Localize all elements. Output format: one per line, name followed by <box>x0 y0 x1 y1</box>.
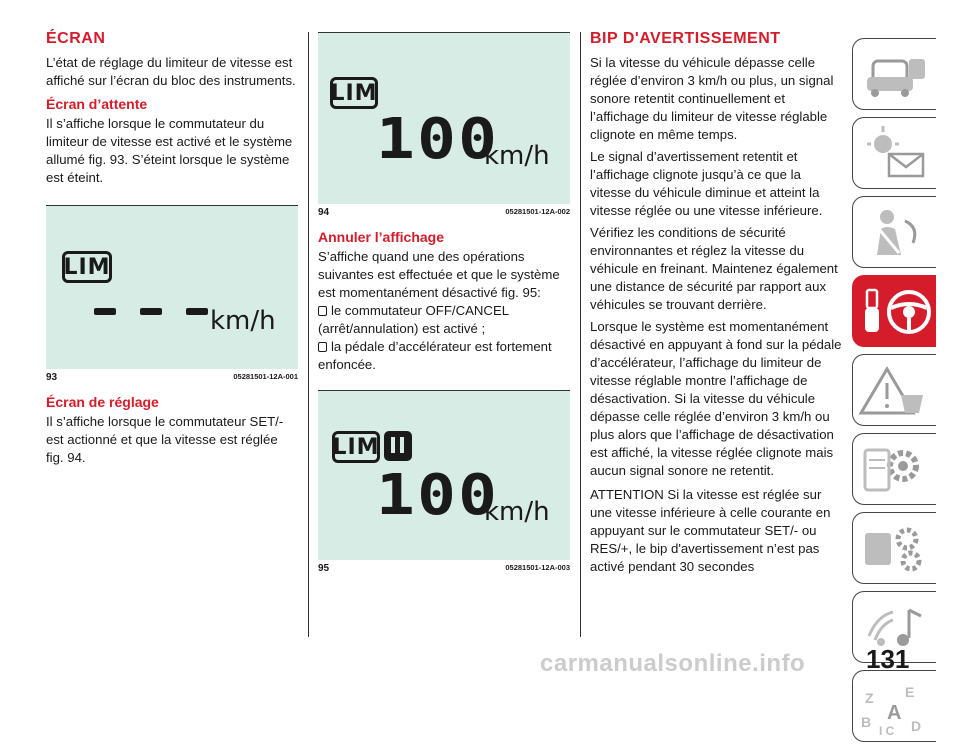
lim-indicator: LIM <box>332 431 380 463</box>
speed-unit: km/h <box>484 141 550 171</box>
svg-text:E: E <box>905 684 915 700</box>
tab-car-info[interactable] <box>852 38 936 110</box>
figure-94-caption <box>318 204 570 220</box>
attention-paragraph: ATTENTION Si la vitesse est réglée sur une vitesse inférieure à celle courante en appuyant sur le commutateur SET/- ou RES/+, le bip d'avertissement n’est pas activé pendant 30 secondes <box>590 487 831 574</box>
bullet-item: la pédale d’accélérateur est fortement enfoncée. <box>318 339 552 372</box>
standby-paragraph: Il s’affiche lorsque le commutateur du limiteur de vitesse est activé et le système allumé fig. 93. S’éteint lorsque le système est éteint. <box>46 116 293 185</box>
setting-paragraph: Il s’affiche lorsque le commutateur SET/- est actionné et que la vitesse est réglée fig. 94. <box>46 414 284 465</box>
cancel-paragraph: S’affiche quand une des opérations suivantes est effectuée et que le système est momentanément désactivé fig. 95: <box>318 249 560 300</box>
paragraph: Le signal d’avertissement retentit et l’affichage clignote jusqu’à ce que la vitesse du véhicule diminue et atteint la vitesse réglée ou une vitesse inférieure. <box>590 149 823 218</box>
svg-text:B: B <box>861 714 872 730</box>
tab-warning-lights[interactable] <box>852 117 936 189</box>
speed-value: 100 <box>376 107 500 172</box>
checkbox-bullet-icon <box>318 306 327 316</box>
column-divider <box>308 32 309 637</box>
figure-93 <box>46 205 298 369</box>
paragraph: Vérifiez les conditions de sécurité environnantes et réglez la vitesse du véhicule en freinant. Maintenez également une distance de sécurité par rapport aux véhicules se trouvant derrière. <box>590 225 838 312</box>
section-title-ecran: ÉCRAN <box>46 30 106 47</box>
maintenance-gear-icon <box>853 434 937 506</box>
tab-technical-data[interactable] <box>852 512 936 584</box>
figure-code: 05281501-12A-001 <box>233 372 298 381</box>
column-divider <box>580 32 581 637</box>
car-info-icon <box>853 39 937 111</box>
section-title-bip: BIP D'AVERTISSEMENT <box>590 30 781 47</box>
paragraph: Si la vitesse du véhicule dépasse celle réglée d’environ 3 km/h ou plus, un signal sonore retentit continuellement et l’affichage du limiteur de vitesse réglable clignote en même temps. <box>590 55 834 142</box>
figure-93-caption <box>46 369 298 385</box>
paragraph: Lorsque le système est momentanément désactivé en appuyant à fond sur la pédale d’accélérateur, l’affichage du limiteur de vitesse réglable montre l’affichage de désactivation. Si la vitesse du véhicule dépasse celle réglée d’environ 3 km/h ou plus alors que l’affichage de désactivation est affiché, la vitesse réglée clignote mais aucun signal sonore ne retentit. <box>590 319 842 478</box>
tab-index[interactable] <box>852 670 936 742</box>
figure-number: 93 <box>46 372 58 383</box>
svg-text:A: A <box>887 702 902 724</box>
warning-triangle-icon <box>853 355 937 427</box>
figure-95 <box>318 390 570 560</box>
lim-indicator: LIM <box>330 77 378 109</box>
watermark: carmanualsonline.info <box>540 650 806 677</box>
checkbox-bullet-icon <box>318 342 327 352</box>
lim-indicator: LIM <box>62 251 112 283</box>
figure-code: 05281501-12A-002 <box>505 207 570 216</box>
setting-title: Écran de réglage <box>46 394 159 410</box>
figure-number: 94 <box>318 207 330 218</box>
pause-icon <box>384 431 412 461</box>
bullet-item: le commutateur OFF/CANCEL (arrêt/annulation) est activé ; <box>318 303 509 336</box>
seatbelt-airbag-icon <box>853 197 937 269</box>
cancel-title: Annuler l’affichage <box>318 229 445 245</box>
tab-maintenance[interactable] <box>852 433 936 505</box>
svg-text:D: D <box>911 718 922 734</box>
svg-text:I C: I C <box>879 724 895 738</box>
warning-lights-icon <box>853 118 937 190</box>
column-1 <box>46 30 298 471</box>
intro-paragraph: L’état de réglage du limiteur de vitesse est affiché sur l’écran du bloc des instruments. <box>46 55 296 88</box>
dashes-display <box>94 308 194 316</box>
figure-94 <box>318 32 570 204</box>
figure-code: 05281501-12A-003 <box>505 563 570 572</box>
technical-data-icon <box>853 513 937 585</box>
tab-safety[interactable] <box>852 196 936 268</box>
standby-title: Écran d’attente <box>46 96 148 112</box>
svg-text:Z: Z <box>865 690 874 706</box>
speed-unit: km/h <box>210 306 276 336</box>
column-3 <box>590 30 842 580</box>
tab-starting-driving[interactable] <box>852 275 936 347</box>
page-number: 131 <box>866 644 910 674</box>
chapter-tabs <box>852 38 936 749</box>
column-2 <box>318 32 570 576</box>
speed-value: 100 <box>376 463 500 528</box>
speed-unit: km/h <box>484 497 550 527</box>
tab-emergency[interactable] <box>852 354 936 426</box>
key-steering-wheel-icon <box>853 276 937 348</box>
alphabetical-index-icon <box>853 671 937 743</box>
figure-number: 95 <box>318 563 330 574</box>
figure-95-caption <box>318 560 570 576</box>
